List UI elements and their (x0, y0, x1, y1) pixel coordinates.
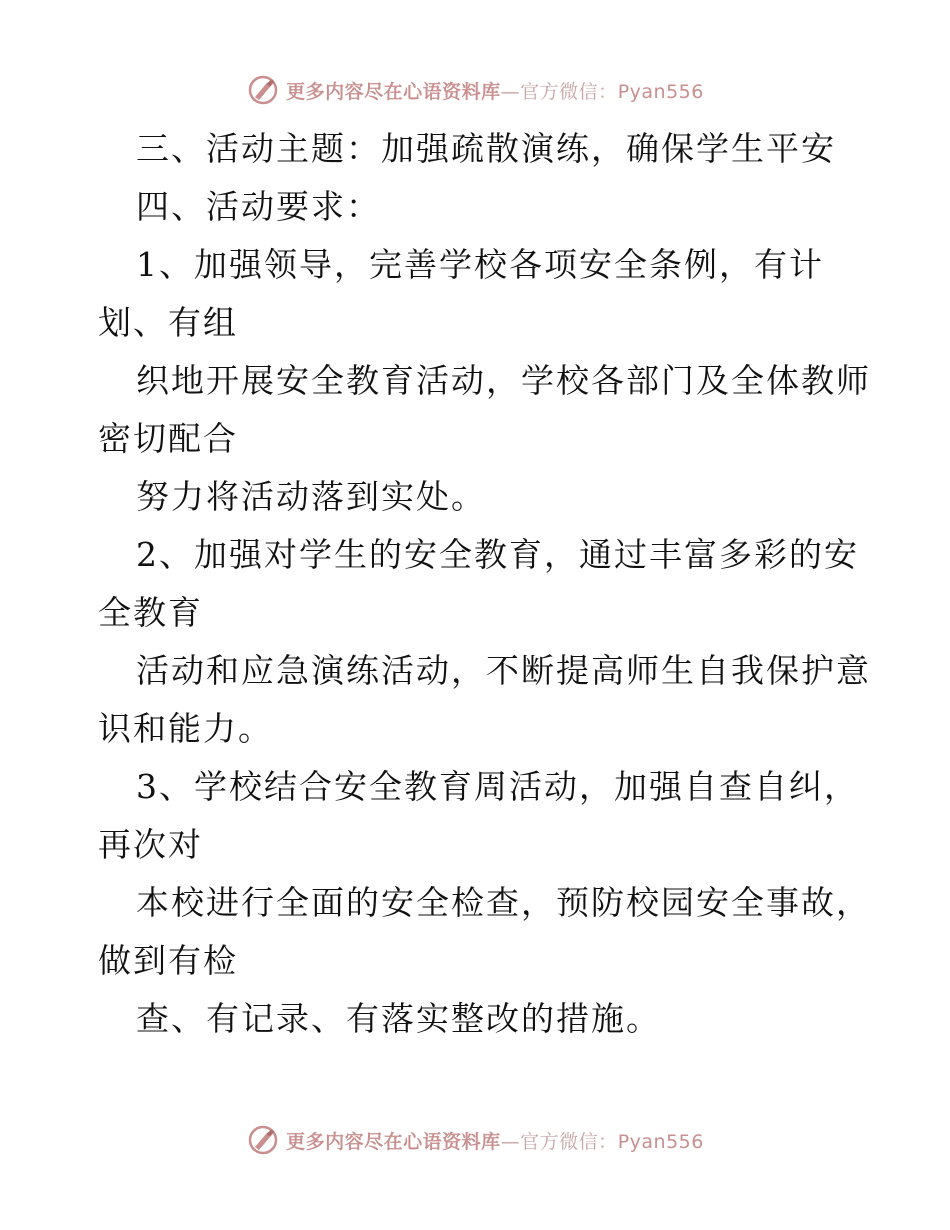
text-line: 划、有组 (98, 303, 238, 342)
text-line: 四、活动要求： (136, 187, 381, 226)
header-watermark (0, 70, 950, 110)
document-body (98, 120, 871, 1048)
watermark-handle: Pyan556 (617, 1130, 704, 1153)
pen-logo-icon (246, 73, 280, 107)
text-line: 3、学校结合安全教育周活动，加强自查自纠， (136, 767, 859, 806)
text-line: 本校进行全面的安全检查，预防校园安全事故， (136, 883, 871, 922)
text-line: 做到有检 (98, 941, 238, 980)
text-line: 2、加强对学生的安全教育，通过丰富多彩的安 (136, 535, 859, 574)
watermark-handle: Pyan556 (617, 80, 704, 103)
watermark-dash: — (500, 80, 521, 103)
footer-watermark (0, 1120, 950, 1160)
watermark-brand: 更多内容尽在心语资料库 (286, 1130, 501, 1153)
watermark-dash: — (500, 1130, 521, 1153)
watermark-text (286, 77, 704, 104)
text-line: 织地开展安全教育活动，学校各部门及全体教师 (136, 361, 871, 400)
pen-logo-icon (246, 1123, 280, 1157)
text-line: 识和能力。 (98, 709, 273, 748)
text-line: 全教育 (98, 593, 203, 632)
watermark-text (286, 1127, 704, 1154)
watermark-label: 官方微信： (520, 80, 618, 103)
text-line: 再次对 (98, 825, 203, 864)
watermark-label: 官方微信： (520, 1130, 618, 1153)
text-line: 1、加强领导，完善学校各项安全条例，有计 (136, 245, 824, 284)
text-line: 查、有记录、有落实整改的措施。 (136, 999, 661, 1038)
text-line: 密切配合 (98, 419, 238, 458)
text-line: 三、活动主题：加强疏散演练，确保学生平安 (136, 129, 836, 168)
text-line: 活动和应急演练活动，不断提高师生自我保护意 (136, 651, 871, 690)
text-line: 努力将活动落到实处。 (136, 477, 486, 516)
watermark-brand: 更多内容尽在心语资料库 (286, 80, 501, 103)
